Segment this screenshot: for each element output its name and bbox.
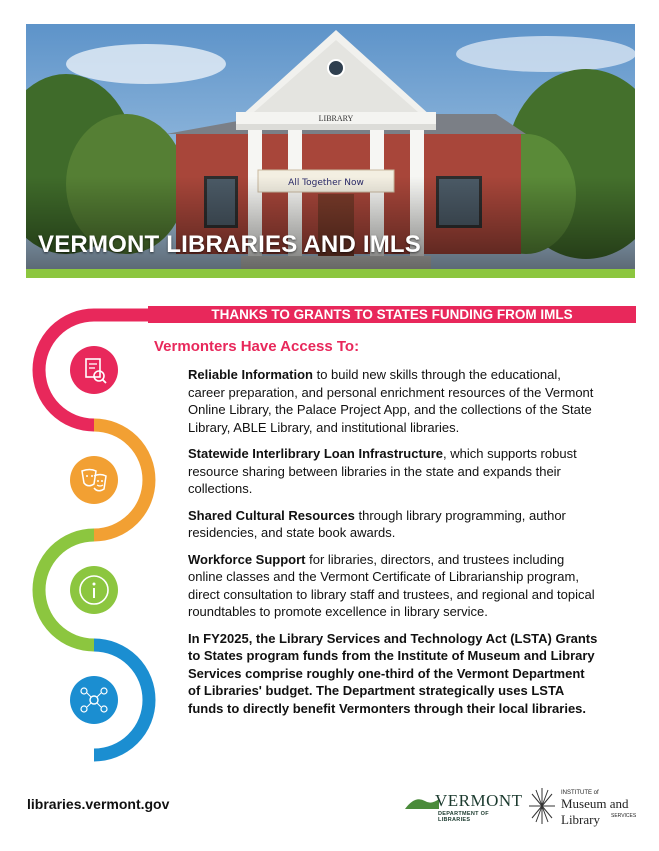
mountain-icon: [405, 791, 439, 813]
network-people-icon: [70, 676, 118, 724]
logo-imls-line3: SERVICES: [611, 813, 637, 819]
item-lead: Reliable Information: [188, 367, 313, 382]
item-text: through library programming, author residencies, and state book awards.: [188, 507, 566, 540]
content-list: [188, 366, 598, 726]
logo-vermont-name: VERMONT: [435, 791, 523, 810]
access-heading: Vermonters Have Access To:: [154, 338, 360, 355]
starburst-icon: [527, 786, 557, 826]
item-text: , which supports robust resource sharing between libraries in the state and expands their collections.: [188, 446, 577, 496]
theater-masks-icon: [70, 456, 118, 504]
item-lead: Statewide Interlibrary Loan Infrastructure: [188, 446, 444, 461]
logo-vermont-sub: DEPARTMENT OF LIBRARIES: [438, 811, 489, 823]
imls-logo: [527, 784, 639, 828]
page-title: VERMONT LIBRARIES AND IMLS: [38, 231, 421, 258]
info-icon: [70, 566, 118, 614]
vermont-department-of-libraries-logo: [405, 787, 523, 823]
list-item: [188, 551, 598, 621]
list-item: [188, 366, 598, 436]
list-item: [188, 445, 598, 498]
document-search-icon: [70, 346, 118, 394]
item-lead: Shared Cultural Resources: [188, 507, 355, 523]
logo-imls-line1: INSTITUTE of: [561, 790, 599, 796]
list-item: [188, 507, 598, 542]
item-lead: Workforce Support: [188, 551, 306, 567]
item-text: to build new skills through the educational, career preparation, and personal enrichment resources of the Vermont Online Library, the Palace Project App, and the collections of the State Library, ABLE Library, and institutional libraries.: [188, 367, 594, 435]
closing-statement: In FY2025, the Library Services and Technology Act (LSTA) Grants to States program funds from the Institute of Museum and Library Services comprise roughly one-third of the Vermont Department of Libraries' budget. The Department strategically uses LSTA funds to directly benefit Vermonters through their local libraries.: [188, 630, 598, 716]
logo-imls-line2: Museum and Library: [561, 796, 629, 827]
funding-banner: THANKS TO GRANTS TO STATES FUNDING FROM IMLS: [148, 306, 636, 323]
website-link[interactable]: libraries.vermont.gov: [27, 796, 170, 812]
item-text: for libraries, directors, and trustees including online classes and the Vermont Certificate of Librarianship program, direct consultation to library staff and trustees, and regional and topical roundtables to promote excellence in library service.: [188, 551, 595, 619]
